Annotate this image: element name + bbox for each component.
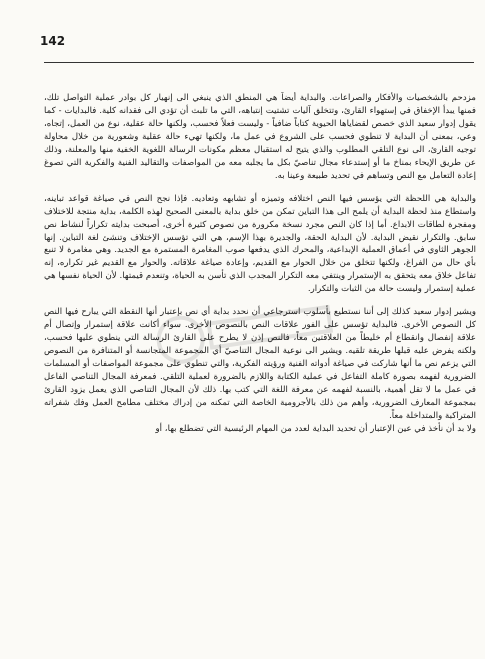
page-number: 142 [40,34,66,48]
paragraph: ويشير إدوار سعيد كذلك إلى أننا نستطيع بأسلوب استرجاعي أن نحدد بداية أي نص بإعتبار أنها النقطة التي يبارح فيها النص كل النصوص الأخرى. فالبداية تؤسس على الفور علاقات النص بالنصوص الأخرى. سواء أكانت علاقة إستمرار وإتصال أم علاقة إنفصال وانقطاع أم خليطاً من العلاقتين معاً، فالنص إذن لا يطرح على القارئ الرسالة التي ينطوي عليها فحسب، ولكنه يفرض عليه قبلها طريقة تلقيه. ويشير الى نوعية المجال التناصيّ أي المجموعة المتجانسة أو المتنافرة من النصوص التي يزعم نص ما أنها شاركت في صياغة أدواته الفنية ورؤيته الفكرية، والتي تنطوي على مجموعة المواصفات أو المسلمات الضرورية لفهمه بصورة كاملة التفاعل في عملية الكتابة واللازم بالضرورة لعملية التلقي. فمعرفة المجال التناصي الفاعل في عمل ما لا تقل أهمية، بالنسبة لفهمه عن معرفة اللغة التي كتب بها. ذلك لأن المجال التناصي الذي يعمل يزود القارئ بمجموعة المعارف الضرورية، وأهم من ذلك بالأجرومية الخاصة التي تمكنه من إدراك مختلف مطامح العمل وفك شفراته المتراكبة والمتداخلة معاً. [44,307,476,421]
paragraph: مزدحم بالشخصيات والأفكار والصراعات. والبداية أيضاً هي المنطق الذي ينبغي الى إنهيار كل بوادر عملية التواصل تلك، فمنها يبدأ الإخفاق في إستهواء القارئ، وتتخلق آليات تشتيت إنتباهه، التي ما تلبث أن تؤدي الى فقدانه كلية. فالبدايات - كما يقول إدوار سعيد الذي خصص لقضاياها الحيوية كتاباً ضافياً - وليست فعلاً فحسب، ولكنها حالة عقلية، نوع من العمل، إتجاه، وعي، بمعنى أن البداية لا تنطوي فحسب على الشروع في عمل ما، ولكنها تهيء حالة عقلية وشعورية من خلال محاولة توجيه القارئ، الى نوع التلقي المطلوب والذي يتيح له استقبال معظم مكونات الرسالة اللغوية الخفية منها والمعلنة، وذلك عن طريق الإيحاء بمناخ ما أو إستدعاء مجال تناصيّ بكل ما يجلبه معه من المواصفات والتقاليد الفنية والفكرية التي تصوغ إعادة التعامل مع النص وتساهم في تحديد طبيعة وعينا به. [44,93,476,181]
body-text [44,92,476,652]
paragraph: ولا بد أن نأخذ في عين الإعتبار أن تحديد البداية لعدد من المهام الرئيسية التي تضطلع بها، أو [155,423,476,434]
header-rule [44,62,474,63]
paragraph: والبداية هي اللحظة التي يؤسس فيها النص اختلافه وتميزه أو تشابهه وتعاديه. فإذا نجح النص في صياغة قواعد تباينه، واستطاع منذ لحظة البداية أن يلمح الى هذا التباين تمكن من خلق بداية بالمعنى الصحيح لهذه الكلمة، بداية منتجة للاختلاف ومفجرة لطاقات الابداع. أما إذا كان النص مجرد نسخة مكرورة من نصوص كثيرة أخرى، أصبحت بدايته تكراراً لنشاط نص سابق. والتكرار نقيض البداية. لأن البداية الحقة، والجديرة بهذا الإسم، هي التي تؤسس الإختلاف وتنشئ لغة التباين. إنها الجوهر الثاوي في أعماق العملية الإبداعية، والمحرك الذي يدفعها صوب المغامرة المستمرة مع الجديد. وهي مغامرة لا تنبع بأي حال من الفراغ، ولكنها تتخلق من خلال الحوار مع القديم، وإعادة صياغة علاقاته. والحوار مع القديم غير تكراره، إنه تفاعل خلاق معه يتحقق به الإستمرار وينتفي معه التكرار المجدب الذي تأسن به الحياة، وتنعدم قيمتها. لأن الحياة نفسها هي عملية إستمرار وليست حالة من الثبات والتكرار. [44,193,476,295]
